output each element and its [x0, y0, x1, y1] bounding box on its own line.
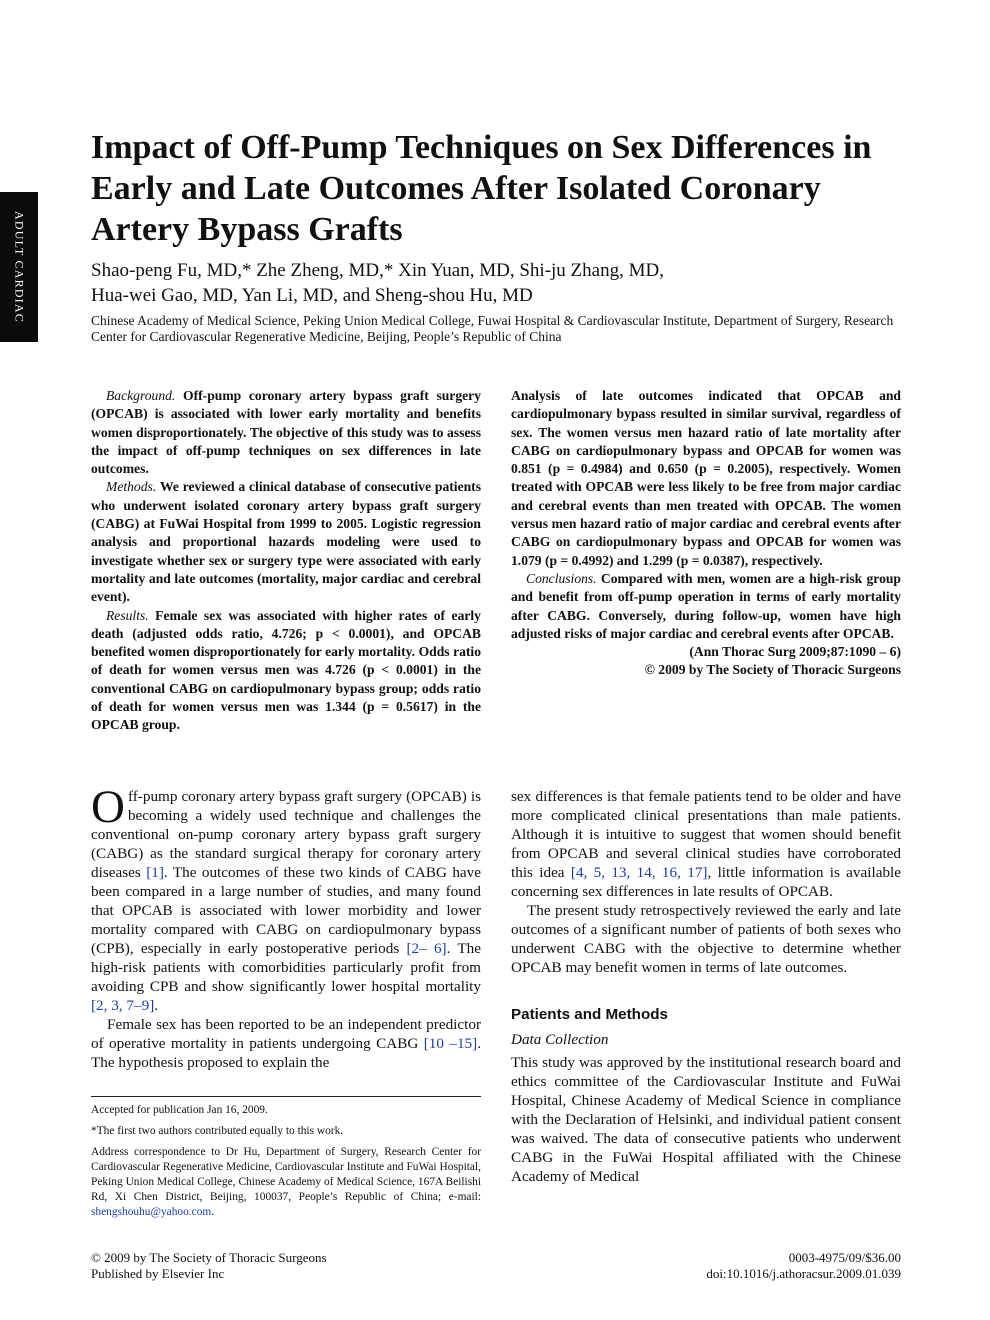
conclusions-label: Conclusions. — [526, 570, 597, 586]
results-text: Female sex was associated with higher rates of early death (adjusted odds ratio, 4.726; p < 0.0001), and OPCAB benefited women disproportionately for early mortality. Odds ratio of death for women versus men was 4.726 (p < 0.0001) in the conventional CABG on cardiopulmonary bypass group; odds ratio of death for women versus men was 1.344 (p = 0.5617) in the OPCAB group. — [91, 607, 481, 733]
citation-link[interactable]: [2– 6] — [406, 940, 447, 957]
body-left-column — [91, 781, 481, 1072]
abstract-right-column — [511, 387, 901, 680]
intro-paragraph-1: Off-pump coronary artery bypass graft surgery (OPCAB) is becoming a widely used technique and challenges the conventional on-pump coronary artery bypass graft surgery (CABG) as the standard surgical therapy for coronary artery diseases [1]. The outcomes of these two kinds of CABG have been compared in a large number of studies, and many found that OPCAB is associated with lower morbidity and lower mortality compared with CABG on cardiopulmonary bypass (CPB), especially in early postoperative periods [2– 6]. The high-risk patients with comorbidities particularly profit from avoiding CPB and show significantly lower hospital mortality [2, 3, 7–9]. — [91, 781, 481, 1014]
citation-link[interactable]: [2, 3, 7–9] — [91, 997, 155, 1014]
citation-link[interactable]: [10 –15] — [423, 1035, 478, 1052]
affiliation: Chinese Academy of Medical Science, Peking Union Medical College, Fuwai Hospital & Cardiovascular Institute, Department of Surgery, Research Center for Cardiovascular Regenerative Medicine, Beijing, People’s Republic of China — [91, 313, 894, 344]
abstract-copyright: © 2009 by The Society of Thoracic Surgeons — [644, 662, 901, 678]
article-title: Impact of Off-Pump Techniques on Sex Differences in Early and Late Outcomes After Isolated Coronary Artery Bypass Grafts — [91, 129, 872, 248]
methods-text: We reviewed a clinical database of consecutive patients who underwent isolated coronary artery bypass graft surgery (CABG) at FuWai Hospital from 1999 to 2005. Logistic regression analysis and proportional hazards modeling were used to investigate whether sex or surgery type were associated with early mortality and late outcomes (mortality, major cardiac and cerebral event). — [91, 479, 481, 605]
methods-label: Methods. — [106, 479, 157, 495]
subsection-heading: Data Collection — [511, 1031, 609, 1048]
footer-publisher: Published by Elsevier Inc — [91, 1266, 225, 1281]
footer-issn: 0003-4975/09/$36.00 — [788, 1250, 901, 1265]
journal-citation: (Ann Thorac Surg 2009;87:1090 – 6) — [689, 644, 901, 660]
methods-paragraph-1: This study was approved by the institutional research board and ethics committee of the Cardiovascular Institute and FuWai Hospital, Chinese Academy of Medical Science in compliance with the Declaration of Helsinki, and individual patient consent was waived. The data of consecutive patients who underwent CABG in the FuWai Hospital affiliated with the Chinese Academy of Medical — [511, 1054, 901, 1185]
footer-copyright: © 2009 by The Society of Thoracic Surgeons — [91, 1250, 327, 1265]
abstract-methods — [91, 478, 481, 606]
citation-link[interactable]: [4, 5, 13, 14, 16, 17] — [570, 864, 708, 881]
abstract-results-continued — [511, 387, 901, 570]
author-list — [91, 258, 911, 308]
intro-paragraph-3: The present study retrospectively reviewed the early and late outcomes of a significant number of patients of both sexes who underwent CABG with the objective to determine whether OPCAB may benefit women in terms of late outcomes. — [511, 902, 901, 976]
footnote-correspondence: Address correspondence to Dr Hu, Department of Surgery, Research Center for Cardiovascular Regenerative Medicine, Cardiovascular Institute and FuWai Hospital, Peking Union Medical College, Chinese Academy of Medical Science, 167A Beilishi Rd, Xi Chen District, Beijing, 100037, People’s Republic of China; e-mail: shengshouhu@yahoo.com. — [91, 1146, 481, 1218]
drop-cap: O — [91, 781, 125, 833]
background-text: Off-pump coronary artery bypass graft surgery (OPCAB) is associated with lower early mortality and benefits women disproportionately. The objective of this study was to assess the impact of off-pump techniques on sex differences in late outcomes. — [91, 388, 481, 477]
body-right-column — [511, 787, 901, 1186]
footer-left — [91, 1250, 327, 1282]
section-side-tab — [0, 192, 38, 342]
footnote-accepted: Accepted for publication Jan 16, 2009. — [91, 1104, 268, 1116]
intro-paragraph-2: Female sex has been reported to be an independent predictor of operative mortality in patients undergoing CABG [10 –15]. The hypothesis proposed to explain the — [91, 1016, 481, 1071]
results-continued-text: Analysis of late outcomes indicated that OPCAB and cardiopulmonary bypass resulted in similar survival, regardless of sex. The women versus men hazard ratio of late mortality after CABG on cardiopulmonary bypass and OPCAB for women was 0.851 (p = 0.4984) and 0.650 (p = 0.2005), respectively. Women treated with OPCAB were less likely to be free from major cardiac and cerebral events than men treated with OPCAB. The women versus men hazard ratio of major cardiac and cerebral events after CABG on cardiopulmonary bypass and OPCAB for women was 1.079 (p = 0.4992) and 1.299 (p = 0.0387), respectively. — [511, 388, 901, 568]
author-line-1: Shao-peng Fu, MD,* Zhe Zheng, MD,* Xin Yuan, MD, Shi-ju Zhang, MD, — [91, 260, 664, 281]
intro-paragraph-2-continued: sex differences is that female patients tend to be older and have more complicated clinical presentations than male patients. Although it is intuitive to suggest that women should benefit from OPCAB and several clinical studies have corroborated this idea [4, 5, 13, 14, 16, 17], little information is available concerning sex differences in late results of OPCAB. — [511, 788, 901, 900]
abstract-left-column — [91, 387, 481, 735]
conclusions-text: Compared with men, women are a high-risk group and benefit from off-pump operation in terms of early mortality after CABG. Conversely, during follow-up, women have high adjusted risks of major cardiac and cerebral events after OPCAB. — [511, 570, 901, 641]
side-tab-label: ADULT CARDIAC — [12, 211, 27, 323]
abstract-background — [91, 387, 481, 478]
citation-link[interactable]: [1] — [146, 864, 164, 881]
author-line-2: Hua-wei Gao, MD, Yan Li, MD, and Sheng-shou Hu, MD — [91, 285, 533, 306]
abstract-results — [91, 607, 481, 735]
footer-right — [706, 1250, 901, 1282]
footnotes — [91, 1096, 481, 1226]
footnote-equal-contribution: *The first two authors contributed equally to this work. — [91, 1125, 344, 1137]
section-heading: Patients and Methods — [511, 1006, 668, 1023]
abstract-conclusions — [511, 570, 901, 643]
email-link[interactable]: shengshouhu@yahoo.com — [91, 1206, 212, 1218]
background-label: Background. — [106, 388, 176, 403]
results-label: Results. — [106, 607, 149, 623]
footer-doi: doi:10.1016/j.athoracsur.2009.01.039 — [706, 1266, 901, 1281]
